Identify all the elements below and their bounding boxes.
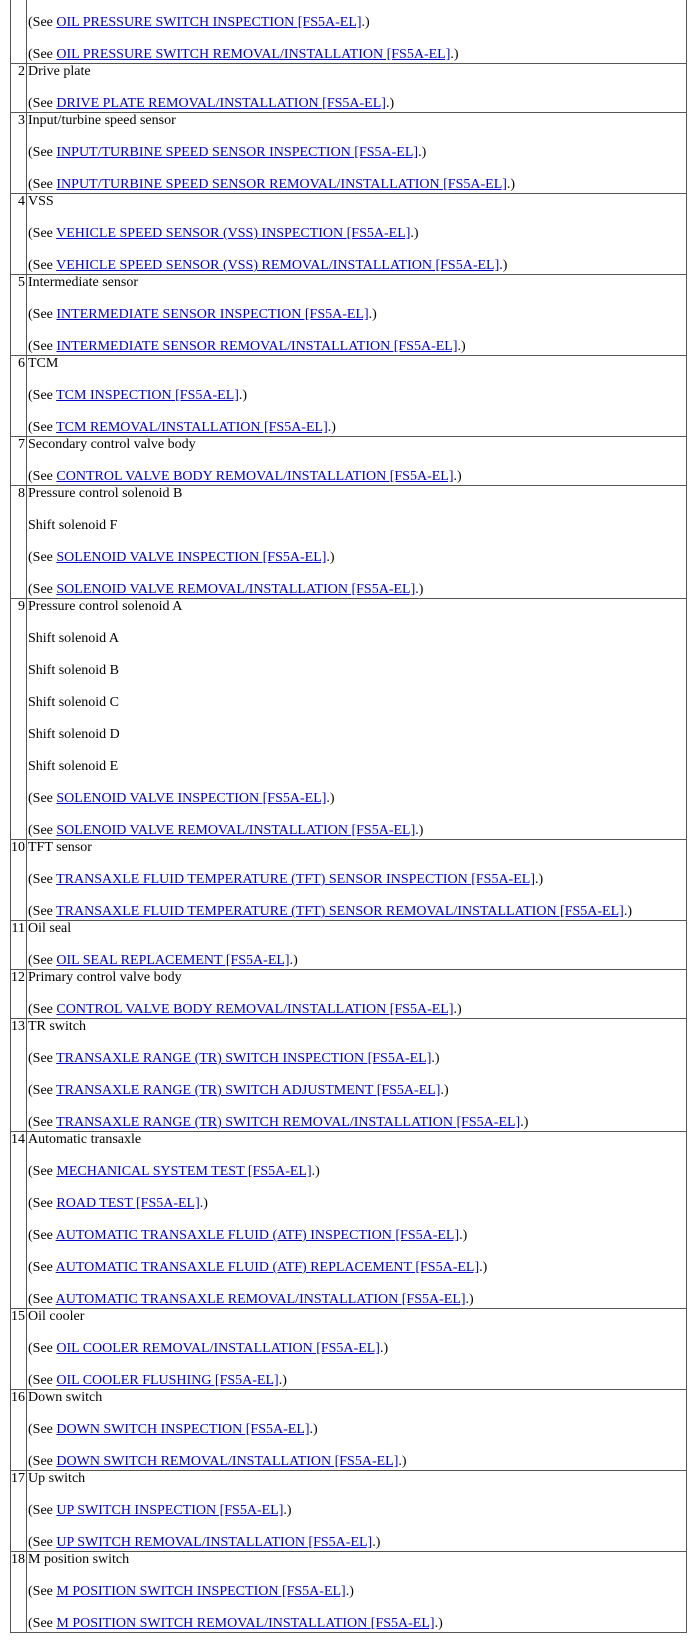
item-title: Oil cooler — [28, 1309, 85, 1324]
parts-reference-table — [10, 0, 687, 1633]
reference-prefix: (See — [28, 1115, 57, 1130]
item-description — [27, 1019, 687, 1132]
reference-prefix: (See — [28, 1503, 57, 1518]
item-number: 5 — [11, 275, 27, 356]
see-reference — [28, 145, 686, 161]
line-gap — [28, 1148, 686, 1164]
line-gap — [28, 1244, 686, 1260]
line-gap — [28, 1406, 686, 1422]
line-gap — [28, 80, 686, 96]
table-row — [11, 64, 687, 113]
reference-suffix: .) — [238, 388, 248, 403]
see-reference — [28, 1503, 686, 1519]
see-reference — [28, 226, 686, 242]
reference-prefix: (See — [28, 1260, 56, 1275]
reference-prefix: (See — [28, 177, 57, 192]
reference-suffix: .) — [278, 1373, 287, 1388]
item-title: Automatic transaxle — [28, 1132, 142, 1147]
see-reference — [28, 1051, 686, 1067]
procedure-link[interactable]: TRANSAXLE FLUID TEMPERATURE (TFT) SENSOR REMOVAL/INSTALLATION [FS5A-EL] — [56, 904, 624, 919]
continuation-spacer — [28, 0, 686, 15]
procedure-link[interactable]: AUTOMATIC TRANSAXLE FLUID (ATF) REPLACEMENT [FS5A-EL] — [55, 1260, 480, 1275]
reference-suffix: .) — [453, 1002, 462, 1017]
line-gap — [28, 856, 686, 872]
item-title: Intermediate sensor — [28, 275, 139, 290]
item-description — [27, 970, 687, 1019]
see-reference — [28, 1373, 686, 1389]
table-row — [11, 0, 687, 64]
item-number: 12 — [11, 970, 27, 1019]
line-gap — [28, 615, 686, 631]
reference-prefix: (See — [28, 1164, 57, 1179]
reference-prefix: (See — [28, 1535, 57, 1550]
see-reference — [28, 823, 686, 839]
item-title: TCM — [28, 356, 59, 371]
procedure-link[interactable]: SOLENOID VALVE REMOVAL/INSTALLATION [FS5A-EL] — [56, 823, 416, 838]
see-reference — [28, 1228, 686, 1244]
line-gap — [28, 1357, 686, 1373]
reference-prefix: (See — [28, 953, 57, 968]
reference-suffix: .) — [410, 226, 419, 241]
item-description — [27, 486, 687, 599]
see-reference — [28, 1422, 686, 1438]
table-row — [11, 970, 687, 1019]
procedure-link[interactable]: OIL PRESSURE SWITCH REMOVAL/INSTALLATION [FS5A-EL] — [56, 47, 451, 62]
line-gap — [28, 1600, 686, 1616]
item-description — [27, 194, 687, 275]
line-gap — [28, 129, 686, 145]
reference-prefix: (See — [28, 791, 57, 806]
procedure-link[interactable]: DRIVE PLATE REMOVAL/INSTALLATION [FS5A-EL] — [56, 96, 386, 111]
procedure-link[interactable]: INTERMEDIATE SENSOR INSPECTION [FS5A-EL] — [56, 307, 369, 322]
see-reference — [28, 469, 686, 485]
see-reference — [28, 177, 686, 193]
see-reference — [28, 1292, 686, 1308]
line-gap — [28, 31, 686, 47]
reference-prefix: (See — [28, 550, 57, 565]
procedure-link[interactable]: M POSITION SWITCH REMOVAL/INSTALLATION [FS5A-EL] — [56, 1616, 435, 1631]
line-gap — [28, 1487, 686, 1503]
reference-prefix: (See — [28, 872, 57, 887]
line-gap — [28, 711, 686, 727]
item-description — [27, 113, 687, 194]
procedure-link[interactable]: OIL COOLER FLUSHING [FS5A-EL] — [56, 1373, 279, 1388]
line-gap — [28, 1180, 686, 1196]
reference-prefix: (See — [28, 469, 57, 484]
item-description — [27, 1390, 687, 1471]
item-title: Pressure control solenoid A — [28, 599, 183, 614]
item-number: 3 — [11, 113, 27, 194]
item-title: Oil seal — [28, 921, 72, 936]
see-reference — [28, 1260, 686, 1276]
line-gap — [28, 1568, 686, 1584]
reference-suffix: .) — [465, 1292, 474, 1307]
reference-prefix: (See — [28, 145, 57, 160]
line-gap — [28, 210, 686, 226]
line-gap — [28, 1212, 686, 1228]
line-gap — [28, 502, 686, 518]
reference-prefix: (See — [28, 1422, 57, 1437]
table-row — [11, 1132, 687, 1309]
item-number: 10 — [11, 840, 27, 921]
reference-suffix: .) — [289, 953, 298, 968]
item-description — [27, 437, 687, 486]
reference-suffix: .) — [415, 823, 424, 838]
reference-prefix: (See — [28, 823, 57, 838]
see-reference — [28, 582, 686, 598]
reference-prefix: (See — [28, 1373, 57, 1388]
reference-suffix: .) — [385, 96, 395, 111]
item-title: Primary control valve body — [28, 970, 182, 985]
reference-suffix: .) — [520, 1115, 529, 1130]
procedure-link[interactable]: UP SWITCH INSPECTION [FS5A-EL] — [56, 1503, 284, 1518]
see-reference — [28, 1164, 686, 1180]
item-title: TR switch — [28, 1019, 86, 1034]
reference-suffix: .) — [450, 47, 459, 62]
reference-suffix: .) — [379, 1341, 389, 1356]
reference-prefix: (See — [28, 1002, 57, 1017]
line-gap — [28, 161, 686, 177]
reference-suffix: .) — [345, 1584, 354, 1599]
see-reference — [28, 1083, 686, 1099]
component-name: Shift solenoid F — [28, 518, 118, 533]
item-description — [27, 64, 687, 113]
procedure-link[interactable]: OIL SEAL REPLACEMENT [FS5A-EL] — [56, 953, 290, 968]
reference-prefix: (See — [28, 1196, 57, 1211]
table-row — [11, 356, 687, 437]
line-gap — [28, 1519, 686, 1535]
table-row — [11, 1019, 687, 1132]
line-gap — [28, 453, 686, 469]
item-title: Down switch — [28, 1390, 103, 1405]
table-row — [11, 194, 687, 275]
table-row — [11, 921, 687, 970]
reference-suffix: .) — [499, 258, 508, 273]
reference-suffix: .) — [372, 1535, 381, 1550]
line-gap — [28, 888, 686, 904]
line-gap — [28, 323, 686, 339]
item-description — [27, 1471, 687, 1552]
reference-suffix: .) — [457, 339, 466, 354]
reference-suffix: .) — [361, 15, 370, 30]
item-title: Pressure control solenoid B — [28, 486, 183, 501]
see-reference — [28, 339, 686, 355]
item-number: 6 — [11, 356, 27, 437]
item-description — [27, 356, 687, 437]
procedure-link[interactable]: TCM INSPECTION [FS5A-EL] — [56, 388, 239, 403]
reference-prefix: (See — [28, 1454, 57, 1469]
item-number: 7 — [11, 437, 27, 486]
see-reference — [28, 1454, 686, 1470]
reference-prefix: (See — [28, 582, 57, 597]
item-title: VSS — [28, 194, 54, 209]
item-title: Drive plate — [28, 64, 91, 79]
procedure-link[interactable]: SOLENOID VALVE REMOVAL/INSTALLATION [FS5A-EL] — [56, 582, 416, 597]
reference-prefix: (See — [28, 15, 57, 30]
reference-suffix: .) — [623, 904, 632, 919]
reference-suffix: .) — [453, 469, 462, 484]
see-reference — [28, 15, 686, 31]
see-reference — [28, 96, 686, 112]
procedure-link[interactable]: DOWN SWITCH REMOVAL/INSTALLATION [FS5A-EL] — [56, 1454, 399, 1469]
procedure-link[interactable]: CONTROL VALVE BODY REMOVAL/INSTALLATION [FS5A-EL] — [56, 469, 454, 484]
item-description — [27, 275, 687, 356]
procedure-link[interactable]: CONTROL VALVE BODY REMOVAL/INSTALLATION [FS5A-EL] — [56, 1002, 454, 1017]
reference-prefix: (See — [28, 258, 57, 273]
line-gap — [28, 647, 686, 663]
line-gap — [28, 679, 686, 695]
component-name: Shift solenoid D — [28, 727, 120, 742]
item-description — [27, 599, 687, 840]
item-number: 8 — [11, 486, 27, 599]
line-gap — [28, 1099, 686, 1115]
item-number: 14 — [11, 1132, 27, 1309]
reference-prefix: (See — [28, 1228, 56, 1243]
item-number — [11, 0, 27, 64]
component-name: Shift solenoid E — [28, 759, 119, 774]
reference-suffix: .) — [440, 1083, 449, 1098]
table-row — [11, 1471, 687, 1552]
reference-suffix: .) — [326, 791, 335, 806]
item-number: 2 — [11, 64, 27, 113]
procedure-link[interactable]: UP SWITCH REMOVAL/INSTALLATION [FS5A-EL] — [56, 1535, 373, 1550]
table-row — [11, 486, 687, 599]
see-reference — [28, 420, 686, 436]
line-gap — [28, 566, 686, 582]
reference-prefix: (See — [28, 388, 57, 403]
item-title: M position switch — [28, 1552, 130, 1567]
component-name: Shift solenoid C — [28, 695, 120, 710]
item-description — [27, 1552, 687, 1633]
item-number: 17 — [11, 1471, 27, 1552]
see-reference — [28, 1002, 686, 1018]
procedure-link[interactable]: TRANSAXLE RANGE (TR) SWITCH INSPECTION [FS5A-EL] — [56, 1051, 432, 1066]
see-reference — [28, 904, 686, 920]
item-number: 11 — [11, 921, 27, 970]
reference-suffix: .) — [311, 1164, 320, 1179]
procedure-link[interactable]: OIL COOLER REMOVAL/INSTALLATION [FS5A-EL] — [56, 1341, 380, 1356]
reference-suffix: .) — [415, 582, 424, 597]
reference-suffix: .) — [459, 1228, 468, 1243]
line-gap — [28, 534, 686, 550]
line-gap — [28, 242, 686, 258]
reference-prefix: (See — [28, 47, 57, 62]
table-body — [11, 0, 687, 1633]
table-row — [11, 275, 687, 356]
table-row — [11, 1309, 687, 1390]
see-reference — [28, 872, 686, 888]
reference-prefix: (See — [28, 1616, 57, 1631]
procedure-link[interactable]: INPUT/TURBINE SPEED SENSOR INSPECTION [FS5A-EL] — [56, 145, 419, 160]
see-reference — [28, 1616, 686, 1632]
procedure-link[interactable]: VEHICLE SPEED SENSOR (VSS) INSPECTION [FS5A-EL] — [56, 226, 411, 241]
reference-suffix: .) — [479, 1260, 488, 1275]
line-gap — [28, 1067, 686, 1083]
procedure-link[interactable]: OIL PRESSURE SWITCH INSPECTION [FS5A-EL] — [56, 15, 362, 30]
item-description — [27, 921, 687, 970]
reference-suffix: .) — [506, 177, 516, 192]
reference-suffix: .) — [327, 420, 336, 435]
reference-suffix: .) — [431, 1051, 440, 1066]
item-description — [27, 1132, 687, 1309]
reference-suffix: .) — [283, 1503, 292, 1518]
line-gap — [28, 986, 686, 1002]
table-row — [11, 840, 687, 921]
table-row — [11, 1390, 687, 1471]
reference-prefix: (See — [28, 1341, 57, 1356]
reference-prefix: (See — [28, 420, 57, 435]
item-title: TFT sensor — [28, 840, 92, 855]
line-gap — [28, 743, 686, 759]
procedure-link[interactable]: INTERMEDIATE SENSOR REMOVAL/INSTALLATION [FS5A-EL] — [56, 339, 458, 354]
procedure-link[interactable]: INPUT/TURBINE SPEED SENSOR REMOVAL/INSTALLATION [FS5A-EL] — [56, 177, 507, 192]
reference-prefix: (See — [28, 96, 57, 111]
reference-prefix: (See — [28, 1083, 57, 1098]
item-description — [27, 1309, 687, 1390]
reference-suffix: .) — [535, 872, 544, 887]
item-title: Secondary control valve body — [28, 437, 196, 452]
reference-prefix: (See — [28, 307, 57, 322]
procedure-link[interactable]: M POSITION SWITCH INSPECTION [FS5A-EL] — [56, 1584, 346, 1599]
procedure-link[interactable]: VEHICLE SPEED SENSOR (VSS) REMOVAL/INSTALLATION [FS5A-EL] — [56, 258, 500, 273]
reference-prefix: (See — [28, 226, 57, 241]
see-reference — [28, 1535, 686, 1551]
see-reference — [28, 1115, 686, 1131]
reference-suffix: .) — [368, 307, 377, 322]
see-reference — [28, 1196, 686, 1212]
table-row — [11, 599, 687, 840]
component-name: Shift solenoid B — [28, 663, 120, 678]
line-gap — [28, 775, 686, 791]
procedure-link[interactable]: MECHANICAL SYSTEM TEST [FS5A-EL] — [56, 1164, 312, 1179]
reference-prefix: (See — [28, 904, 57, 919]
item-number: 16 — [11, 1390, 27, 1471]
reference-prefix: (See — [28, 339, 57, 354]
line-gap — [28, 807, 686, 823]
see-reference — [28, 47, 686, 63]
item-number: 13 — [11, 1019, 27, 1132]
line-gap — [28, 1438, 686, 1454]
item-number: 15 — [11, 1309, 27, 1390]
procedure-link[interactable]: TRANSAXLE RANGE (TR) SWITCH ADJUSTMENT [FS5A-EL] — [56, 1083, 441, 1098]
procedure-link[interactable]: AUTOMATIC TRANSAXLE FLUID (ATF) INSPECTION [FS5A-EL] — [55, 1228, 460, 1243]
reference-prefix: (See — [28, 1584, 57, 1599]
see-reference — [28, 550, 686, 566]
table-row — [11, 437, 687, 486]
procedure-link[interactable]: TRANSAXLE RANGE (TR) SWITCH REMOVAL/INSTALLATION [FS5A-EL] — [56, 1115, 521, 1130]
see-reference — [28, 388, 686, 404]
procedure-link[interactable]: TRANSAXLE FLUID TEMPERATURE (TFT) SENSOR INSPECTION [FS5A-EL] — [56, 872, 535, 887]
item-description — [27, 840, 687, 921]
line-gap — [28, 1276, 686, 1292]
see-reference — [28, 1584, 686, 1600]
item-description — [27, 0, 687, 64]
reference-suffix: .) — [434, 1616, 443, 1631]
reference-suffix: .) — [199, 1196, 208, 1211]
table-row — [11, 1552, 687, 1633]
procedure-link[interactable]: ROAD TEST [FS5A-EL] — [56, 1196, 200, 1211]
reference-prefix: (See — [28, 1292, 56, 1307]
item-number: 18 — [11, 1552, 27, 1633]
reference-suffix: .) — [398, 1454, 407, 1469]
reference-suffix: .) — [309, 1422, 318, 1437]
line-gap — [28, 1035, 686, 1051]
line-gap — [28, 291, 686, 307]
item-title: Up switch — [28, 1471, 86, 1486]
reference-prefix: (See — [28, 1051, 57, 1066]
see-reference — [28, 791, 686, 807]
reference-suffix: .) — [418, 145, 427, 160]
line-gap — [28, 937, 686, 953]
see-reference — [28, 258, 686, 274]
procedure-link[interactable]: SOLENOID VALVE INSPECTION [FS5A-EL] — [56, 550, 327, 565]
see-reference — [28, 307, 686, 323]
table-row — [11, 113, 687, 194]
line-gap — [28, 1325, 686, 1341]
line-gap — [28, 372, 686, 388]
procedure-link[interactable]: TCM REMOVAL/INSTALLATION [FS5A-EL] — [56, 420, 328, 435]
item-number: 4 — [11, 194, 27, 275]
see-reference — [28, 1341, 686, 1357]
procedure-link[interactable]: AUTOMATIC TRANSAXLE REMOVAL/INSTALLATION [FS5A-EL] — [55, 1292, 466, 1307]
line-gap — [28, 404, 686, 420]
reference-suffix: .) — [326, 550, 335, 565]
procedure-link[interactable]: DOWN SWITCH INSPECTION [FS5A-EL] — [56, 1422, 310, 1437]
procedure-link[interactable]: SOLENOID VALVE INSPECTION [FS5A-EL] — [56, 791, 327, 806]
item-title: Input/turbine speed sensor — [28, 113, 176, 128]
item-number: 9 — [11, 599, 27, 840]
component-name: Shift solenoid A — [28, 631, 120, 646]
see-reference — [28, 953, 686, 969]
